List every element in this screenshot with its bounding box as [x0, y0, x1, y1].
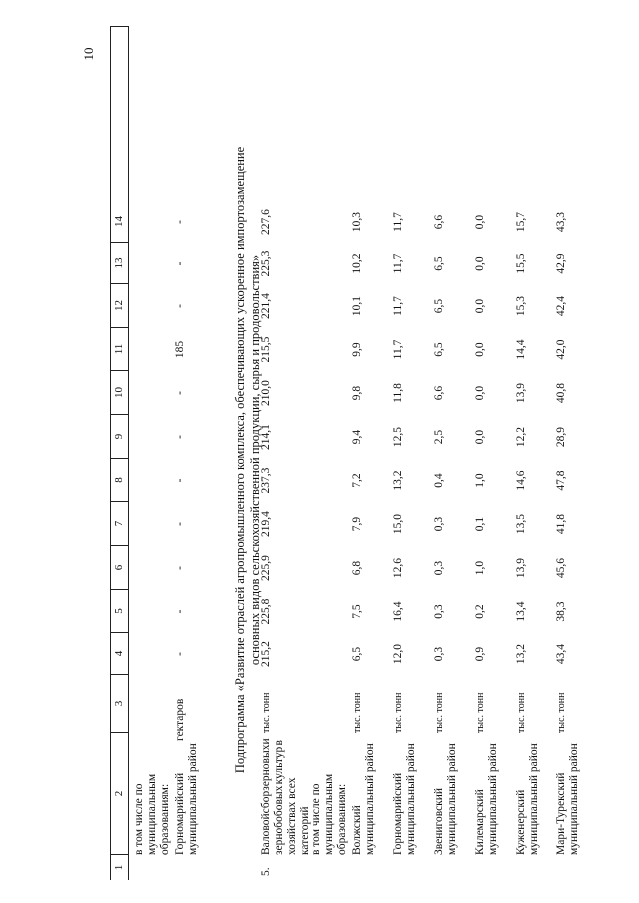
value-cell: 225,3	[260, 250, 272, 277]
value-cell: 28,9	[555, 426, 567, 448]
value-cell: 10,3	[351, 211, 363, 233]
value-cell: 14,4	[515, 339, 527, 360]
value-cell: -	[174, 304, 186, 308]
value-cell: -	[174, 609, 186, 614]
value-cell: 185	[174, 340, 186, 359]
header-col-3: 3	[111, 675, 128, 733]
value-cell: 13,2	[392, 470, 404, 491]
item-name-word: зерновых	[260, 744, 272, 791]
value-cell: 15,5	[515, 253, 527, 274]
value-cell: 0,3	[433, 516, 445, 532]
table-row	[555, 26, 589, 880]
table-row	[433, 26, 467, 880]
value-cell: 10,2	[351, 253, 363, 274]
item-name-word: зернобобовых	[273, 785, 285, 855]
value-cell: 10,1	[351, 295, 363, 317]
item-name	[260, 740, 312, 855]
value-cell: -	[174, 220, 186, 224]
header-col-7: 7	[111, 502, 128, 546]
header-col-4: 4	[111, 633, 128, 675]
unit-cell: тыс. тонн	[261, 692, 272, 733]
value-cell: 14,6	[515, 470, 527, 491]
value-cell: 11,7	[392, 296, 404, 316]
value-cell: 0,9	[474, 646, 486, 662]
value-cell: 15,3	[515, 295, 527, 317]
value-cell: 237,3	[260, 467, 272, 494]
value-cell: 42,0	[555, 339, 567, 360]
header-col-6: 6	[111, 546, 128, 590]
table-row	[474, 26, 508, 880]
value-cell: -	[174, 478, 186, 483]
value-cell: 0,3	[433, 604, 445, 619]
unit-cell: тыс. тонн	[434, 692, 445, 733]
value-cell: 13,4	[515, 601, 527, 622]
value-cell: 43,3	[555, 211, 567, 233]
value-cell: 43,4	[555, 643, 567, 665]
district-name: Куженерский муниципальный район	[515, 743, 540, 855]
value-cell: 12,5	[392, 426, 404, 448]
district-name: Звениговский муниципальный район	[433, 743, 458, 855]
header-col-2: 2	[111, 733, 128, 855]
value-cell: 12,2	[515, 426, 527, 448]
value-cell: 11,7	[392, 253, 404, 274]
subprogram-title: Подпрограмма «Развитие отраслей агропромышленного комплекса, обеспечивающих ускоренное импортозамещение основных видов сельскохозяйственной продукции, сырья и продовольствия»	[233, 146, 262, 774]
value-cell: 6,5	[351, 646, 363, 662]
item-name-word: и	[260, 738, 272, 745]
value-cell: 40,8	[555, 382, 567, 404]
value-cell: 42,9	[555, 253, 567, 274]
value-cell: 6,5	[433, 256, 445, 271]
value-cell: 6,6	[433, 214, 445, 230]
value-cell: -	[174, 522, 186, 526]
section-note-row-2	[310, 26, 348, 880]
value-cell: -	[174, 652, 186, 656]
value-cell: 0,0	[474, 214, 486, 230]
value-cell: 12,6	[392, 557, 404, 579]
value-cell: 6,5	[433, 298, 445, 314]
district-name: Волжский муниципальный район	[351, 743, 376, 855]
unit-cell: тыс. тонн	[352, 692, 363, 733]
page-number: 10	[81, 47, 96, 61]
value-cell: 225,9	[260, 555, 272, 581]
header-col-1: 1	[113, 864, 125, 871]
unit-cell: тыс. тонн	[393, 692, 404, 733]
value-cell: 9,8	[351, 385, 363, 401]
value-cell: 15,0	[392, 513, 404, 535]
value-cell: 0,3	[433, 560, 445, 576]
value-cell: -	[174, 391, 186, 395]
value-cell: 1,0	[474, 473, 486, 488]
header-col-9: 9	[111, 415, 128, 459]
item-name-word: сбор	[260, 790, 272, 814]
table-row-item-5	[260, 26, 311, 880]
value-cell: 11,8	[392, 383, 404, 403]
item-number: 5.	[260, 867, 272, 876]
item-name-word: в	[273, 740, 285, 746]
value-cell: 0,2	[474, 604, 486, 619]
unit-cell: тыс. тонн	[556, 692, 567, 733]
value-cell: 1,0	[474, 560, 486, 576]
value-cell: -	[174, 566, 186, 570]
section-note-row-1	[133, 26, 171, 880]
value-cell: 11,7	[392, 339, 404, 360]
value-cell: 225,8	[260, 598, 272, 625]
district-name: Горномарийский муниципальный район	[392, 743, 417, 855]
value-cell: 221,4	[260, 293, 272, 319]
unit-cell: тыс. тонн	[475, 692, 486, 733]
header-col-8: 8	[111, 459, 128, 502]
value-cell: 6,6	[433, 385, 445, 401]
value-cell: -	[174, 435, 186, 439]
value-cell: 13,2	[515, 643, 527, 665]
value-cell: 9,4	[351, 429, 363, 445]
value-cell: 13,9	[515, 382, 527, 404]
value-cell: 6,5	[433, 342, 445, 357]
value-cell: 0,1	[474, 516, 486, 532]
item-name-line	[273, 740, 286, 855]
value-cell: 0,0	[474, 256, 486, 271]
table-row	[351, 26, 385, 880]
table-row-gorno-hectares	[174, 26, 210, 880]
item-name-line: хозяйствах всех категорий	[286, 777, 311, 855]
header-end-line	[111, 26, 128, 201]
value-cell: 7,5	[351, 604, 363, 619]
value-cell: 6,8	[351, 560, 363, 576]
value-cell: 227,6	[260, 209, 272, 235]
value-cell: 0,4	[433, 473, 445, 488]
header-col-11: 11	[111, 328, 128, 371]
value-cell: 215,5	[260, 336, 272, 363]
header-col-5: 5	[111, 590, 128, 633]
value-cell: -	[174, 261, 186, 266]
table-header	[110, 26, 129, 880]
unit-cell: гектаров	[174, 698, 186, 741]
value-cell: 15,7	[515, 211, 527, 233]
value-cell: 219,4	[260, 511, 272, 537]
value-cell: 38,3	[555, 601, 567, 622]
section-note: в том числе по муниципальным образованиям:	[310, 773, 348, 855]
unit-cell: тыс. тонн	[516, 692, 527, 733]
value-cell: 210,0	[260, 380, 272, 406]
district-name: Мари-Турекский муниципальный район	[555, 743, 580, 855]
value-cell: 41,8	[555, 513, 567, 535]
item-name-word: культур	[273, 746, 285, 785]
table-row	[392, 26, 426, 880]
value-cell: 13,5	[515, 513, 527, 535]
value-cell: 0,3	[433, 646, 445, 662]
table-row	[515, 26, 549, 880]
value-cell: 0,0	[474, 342, 486, 357]
value-cell: 45,6	[555, 557, 567, 579]
value-cell: 215,2	[260, 641, 272, 667]
header-col-14: 14	[111, 201, 128, 243]
value-cell: 42,4	[555, 295, 567, 317]
district-name: Килемарский муниципальный район	[474, 743, 499, 855]
value-cell: 12,0	[392, 643, 404, 665]
value-cell: 16,4	[392, 601, 404, 622]
header-col-10: 10	[111, 371, 128, 415]
value-cell: 0,0	[474, 298, 486, 314]
district-name: Горномарийский муниципальный район	[174, 743, 199, 855]
value-cell: 9,9	[351, 342, 363, 357]
value-cell: 214,1	[260, 424, 272, 450]
value-cell: 7,9	[351, 516, 363, 532]
value-cell: 11,7	[392, 212, 404, 232]
value-cell: 0,0	[474, 385, 486, 401]
item-name-word: Валовой	[260, 813, 272, 855]
value-cell: 47,8	[555, 470, 567, 491]
header-col-13: 13	[111, 243, 128, 284]
value-cell: 13,9	[515, 557, 527, 579]
section-note: в том числе по муниципальным образованиям:	[133, 773, 171, 855]
value-cell: 0,0	[474, 429, 486, 445]
value-cell: 7,2	[351, 473, 363, 488]
rotated-table	[110, 26, 620, 880]
header-col-12: 12	[111, 284, 128, 328]
value-cell: 2,5	[433, 429, 445, 445]
